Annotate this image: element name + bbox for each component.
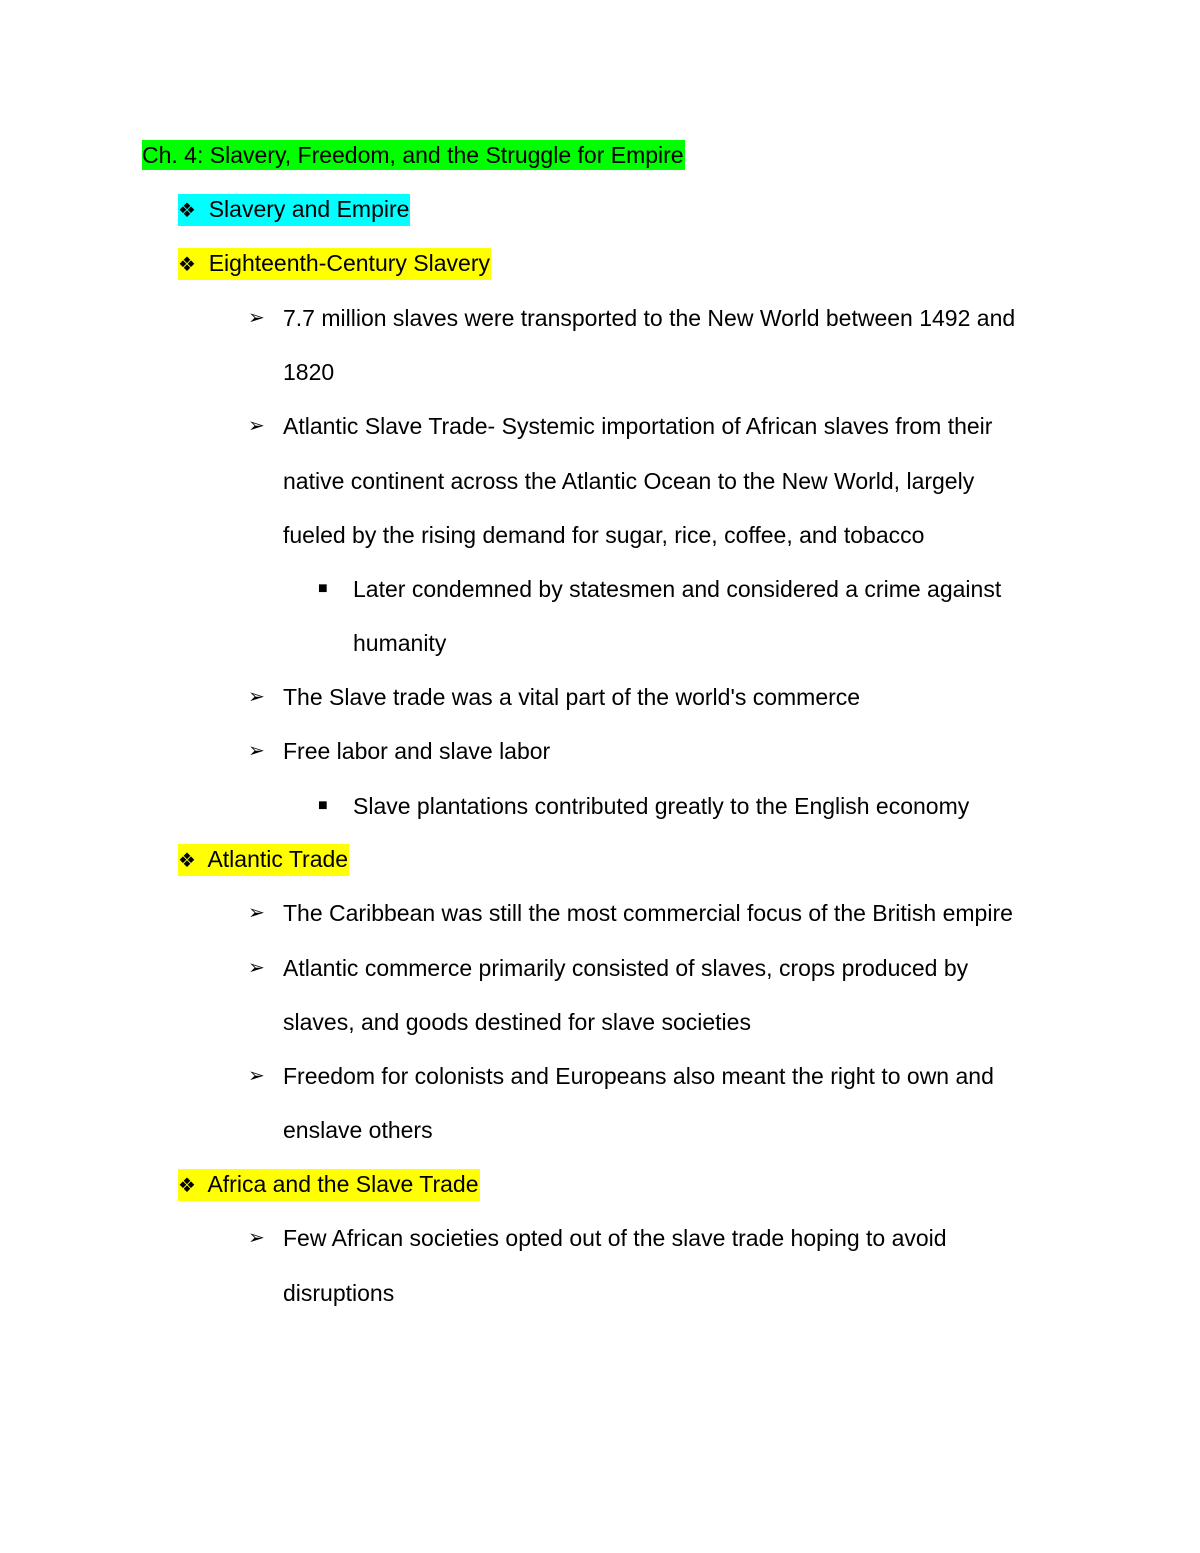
- diamond-bullet-icon: ❖: [178, 1175, 196, 1197]
- arrow-bullet-icon: ➢: [248, 740, 265, 762]
- section-heading: Africa and the Slave Trade: [207, 1171, 479, 1197]
- list-item-line: native continent across the Atlantic Ocean to the New World, largely: [283, 468, 975, 494]
- sub-list-item-line: Slave plantations contributed greatly to the English economy: [353, 793, 970, 819]
- arrow-bullet-icon: ➢: [248, 1227, 265, 1249]
- document-title: Ch. 4: Slavery, Freedom, and the Struggle for Empire: [142, 142, 684, 168]
- section-heading-highlight: [178, 844, 349, 876]
- list-item-line: disruptions: [283, 1280, 395, 1306]
- arrow-bullet-icon: ➢: [248, 686, 265, 708]
- arrow-bullet-icon: ➢: [248, 307, 265, 329]
- list-item-line: enslave others: [283, 1117, 433, 1143]
- section-heading-line: [178, 248, 491, 280]
- list-item-line: The Caribbean was still the most commercial focus of the British empire: [283, 900, 1013, 926]
- section-heading-highlight: [178, 248, 491, 280]
- section-heading: Slavery and Empire: [208, 196, 410, 222]
- arrow-bullet-icon: ➢: [248, 1065, 265, 1087]
- section-heading-line: [178, 1169, 480, 1201]
- square-bullet-icon: ■: [318, 580, 328, 597]
- diamond-bullet-icon: ❖: [178, 254, 196, 276]
- diamond-bullet-icon: ❖: [178, 200, 196, 222]
- section-heading-highlight: [178, 194, 410, 226]
- list-item-line: slaves, and goods destined for slave societies: [283, 1009, 751, 1035]
- arrow-bullet-icon: ➢: [248, 902, 265, 924]
- list-item-line: 1820: [283, 359, 335, 385]
- arrow-bullet-icon: ➢: [248, 957, 265, 979]
- list-item-line: The Slave trade was a vital part of the world's commerce: [283, 684, 861, 710]
- list-item-line: Few African societies opted out of the slave trade hoping to avoid: [283, 1225, 947, 1251]
- list-item-line: Freedom for colonists and Europeans also meant the right to own and: [283, 1063, 994, 1089]
- section-heading-line: [178, 844, 349, 876]
- list-item-line: fueled by the rising demand for sugar, rice, coffee, and tobacco: [283, 522, 925, 548]
- square-bullet-icon: ■: [318, 797, 328, 814]
- list-item-line: 7.7 million slaves were transported to the New World between 1492 and: [283, 305, 1016, 331]
- sub-list-item-line: Later condemned by statesmen and considered a crime against: [353, 576, 1002, 602]
- section-heading: Eighteenth-Century Slavery: [208, 250, 490, 276]
- section-heading-line: [178, 194, 410, 226]
- list-item-line: Atlantic Slave Trade- Systemic importation of African slaves from their: [283, 413, 993, 439]
- section-heading: Atlantic Trade: [207, 846, 349, 872]
- section-heading-highlight: [178, 1169, 480, 1201]
- document-title-line: [142, 140, 685, 170]
- list-item-line: Atlantic commerce primarily consisted of slaves, crops produced by: [283, 955, 969, 981]
- arrow-bullet-icon: ➢: [248, 415, 265, 437]
- sub-list-item-line: humanity: [353, 630, 447, 656]
- list-item-line: Free labor and slave labor: [283, 738, 551, 764]
- diamond-bullet-icon: ❖: [178, 850, 196, 872]
